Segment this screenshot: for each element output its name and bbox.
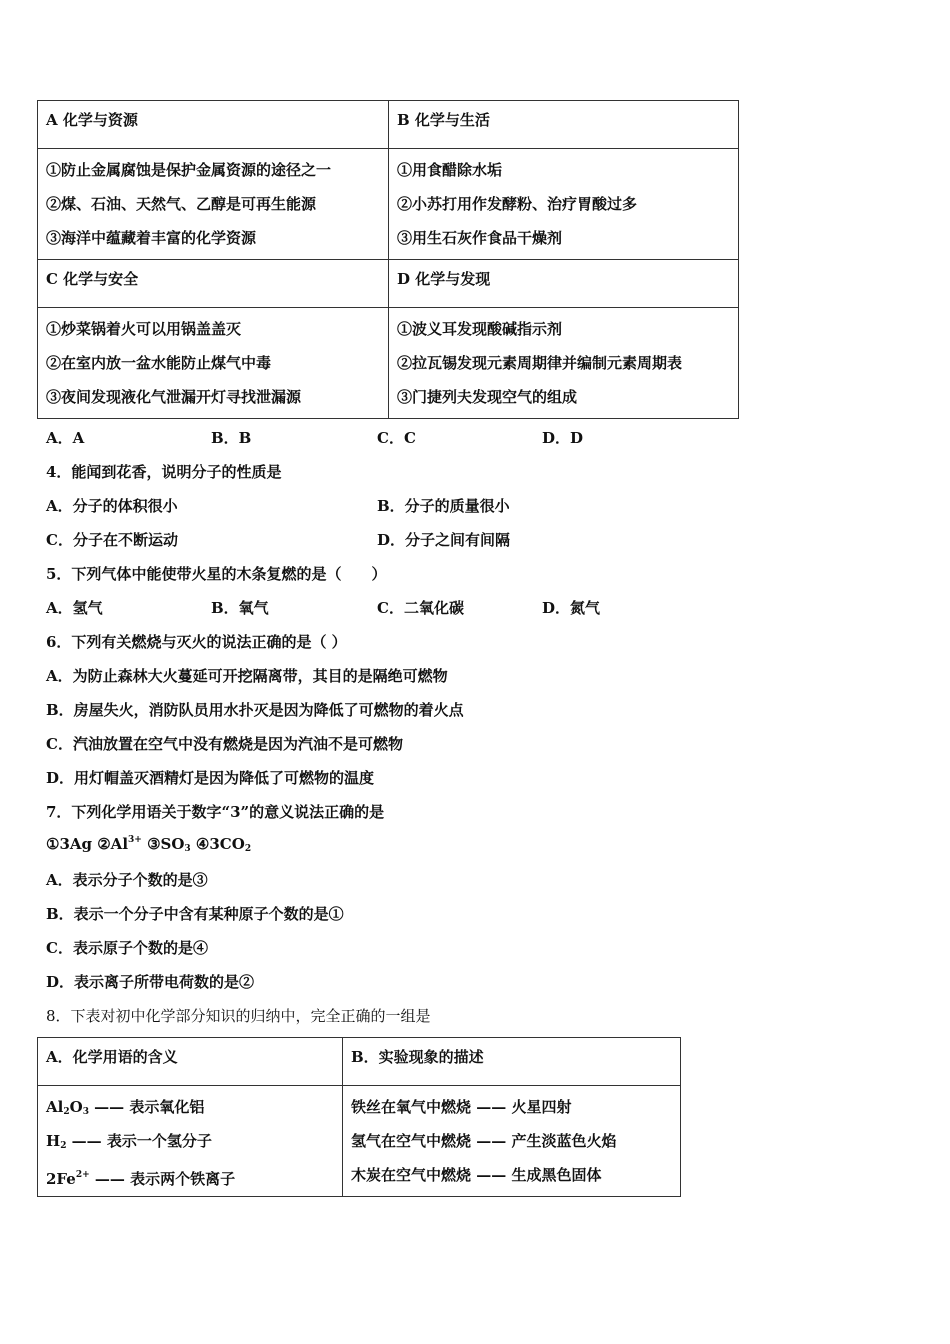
formula-part: ①3Ag ②Al: [46, 835, 129, 853]
q3-option-c: C．C: [377, 429, 416, 447]
cell-line: ②在室内放一盆水能防止煤气中毒: [46, 354, 272, 372]
cell-line: ②小苏打用作发酵粉、治疗胃酸过多: [397, 195, 638, 213]
f-sub: 2: [63, 1107, 70, 1117]
cell-line: ③门捷列夫发现空气的组成: [397, 388, 578, 406]
q8-stem: 下表对初中化学部分知识的归纳中，完全正确的一组是: [70, 1007, 431, 1025]
f: 2Fe: [46, 1170, 76, 1188]
cell-line: ②拉瓦锡发现元素周期律并编制元素周期表: [397, 354, 683, 372]
q6-option-c: C．汽油放置在空气中没有燃烧是因为汽油不是可燃物: [46, 735, 403, 753]
cell-line: 木炭在空气中燃烧 —— 生成黑色固体: [351, 1166, 602, 1184]
table1-header-a: [38, 101, 389, 149]
q7-option-b: B．表示一个分子中含有某种原子个数的是①: [46, 905, 344, 923]
q8-stem-line: [46, 1005, 431, 1026]
q5-stem: 5．下列气体中能使带火星的木条复燃的是（ ）: [46, 565, 387, 583]
header-text: B 化学与生活: [397, 111, 490, 129]
f-sup: 2+: [75, 1170, 90, 1180]
f: Al: [46, 1098, 64, 1116]
f: —— 表示氧化铝: [88, 1098, 205, 1116]
knowledge-table-1: [37, 100, 739, 419]
table1-header-c: [38, 260, 389, 308]
q7-formula: [46, 835, 251, 854]
cell-line: 氢气在空气中燃烧 —— 产生淡蓝色火焰: [351, 1132, 617, 1150]
f: —— 表示一个氢分子: [66, 1132, 212, 1150]
table2-header-b: [343, 1038, 681, 1086]
table1-header-b: [389, 101, 739, 149]
f-sub: 3: [82, 1107, 89, 1117]
q7-option-d: D．表示离子所带电荷数的是②: [46, 973, 255, 991]
cell-line: ①炒菜锅着火可以用锅盖盖灭: [46, 320, 242, 338]
cell-line: ②煤、石油、天然气、乙醇是可再生能源: [46, 195, 317, 213]
cell-line: ①用食醋除水垢: [397, 161, 503, 179]
cell-line: ③海洋中蕴藏着丰富的化学资源: [46, 229, 257, 247]
q4-option-d: D．分子之间有间隔: [377, 531, 511, 549]
header-text: A 化学与资源: [46, 111, 138, 129]
cell-line: 铁丝在氧气中燃烧 —— 火星四射: [351, 1098, 572, 1116]
header-text: C 化学与安全: [46, 270, 139, 288]
q4-stem: 4．能闻到花香，说明分子的性质是: [46, 463, 282, 481]
q3-option-b: B．B: [211, 429, 252, 447]
q6-option-d: D．用灯帽盖灭酒精灯是因为降低了可燃物的温度: [46, 769, 375, 787]
table1-cell-a: [38, 149, 389, 260]
cell-line: ①防止金属腐蚀是保护金属资源的途径之一: [46, 161, 332, 179]
table2-cell-a: [38, 1086, 343, 1197]
header-text: D 化学与发现: [397, 270, 491, 288]
f: —— 表示两个铁离子: [89, 1170, 236, 1188]
q7-stem: 7．下列化学用语关于数字“3”的意义说法正确的是: [46, 803, 385, 821]
q7-option-a: A．表示分子个数的是③: [46, 871, 208, 889]
cell-line: ③夜间发现液化气泄漏开灯寻找泄漏源: [46, 388, 302, 406]
formula-sup: 3+: [128, 835, 142, 845]
q3-option-a: A．A: [46, 429, 85, 447]
q6-stem: 6．下列有关燃烧与灭火的说法正确的是（ ）: [46, 633, 347, 651]
header-text: B．实验现象的描述: [351, 1048, 484, 1066]
knowledge-table-2: [37, 1037, 681, 1197]
formula-sub: 2: [244, 844, 252, 854]
q5-option-b: B．氧气: [211, 599, 269, 617]
formula-sub: 3: [184, 844, 191, 854]
q5-option-c: C．二氧化碳: [377, 599, 464, 617]
q4-option-b: B．分子的质量很小: [377, 497, 510, 515]
q7-option-c: C．表示原子个数的是④: [46, 939, 208, 957]
q6-option-b: B．房屋失火，消防队员用水扑灭是因为降低了可燃物的着火点: [46, 701, 464, 719]
table2-cell-b: [343, 1086, 681, 1197]
f-sub: 2: [60, 1141, 67, 1151]
table1-header-d: [389, 260, 739, 308]
table1-cell-b: [389, 149, 739, 260]
q8-number: 8．: [46, 1007, 71, 1025]
q6-option-a: A．为防止森林大火蔓延可开挖隔离带，其目的是隔绝可燃物: [46, 667, 448, 685]
q5-option-d: D．氮气: [542, 599, 601, 617]
q5-option-a: A．氢气: [46, 599, 103, 617]
formula-part: ③SO: [141, 835, 185, 853]
q4-option-a: A．分子的体积很小: [46, 497, 178, 515]
formula-part: ④3CO: [190, 835, 245, 853]
f: O: [69, 1098, 83, 1116]
q3-option-d: D．D: [542, 429, 584, 447]
cell-line: [46, 1158, 334, 1192]
cell-line: [46, 1124, 334, 1158]
cell-line: ①波义耳发现酸碱指示剂: [397, 320, 563, 338]
f: H: [46, 1132, 61, 1150]
cell-line: ③用生石灰作食品干燥剂: [397, 229, 563, 247]
table2-header-a: [38, 1038, 343, 1086]
q4-option-c: C．分子在不断运动: [46, 531, 178, 549]
header-text: A．化学用语的含义: [46, 1048, 178, 1066]
table1-cell-d: [389, 308, 739, 419]
cell-line: [46, 1090, 334, 1124]
table1-cell-c: [38, 308, 389, 419]
